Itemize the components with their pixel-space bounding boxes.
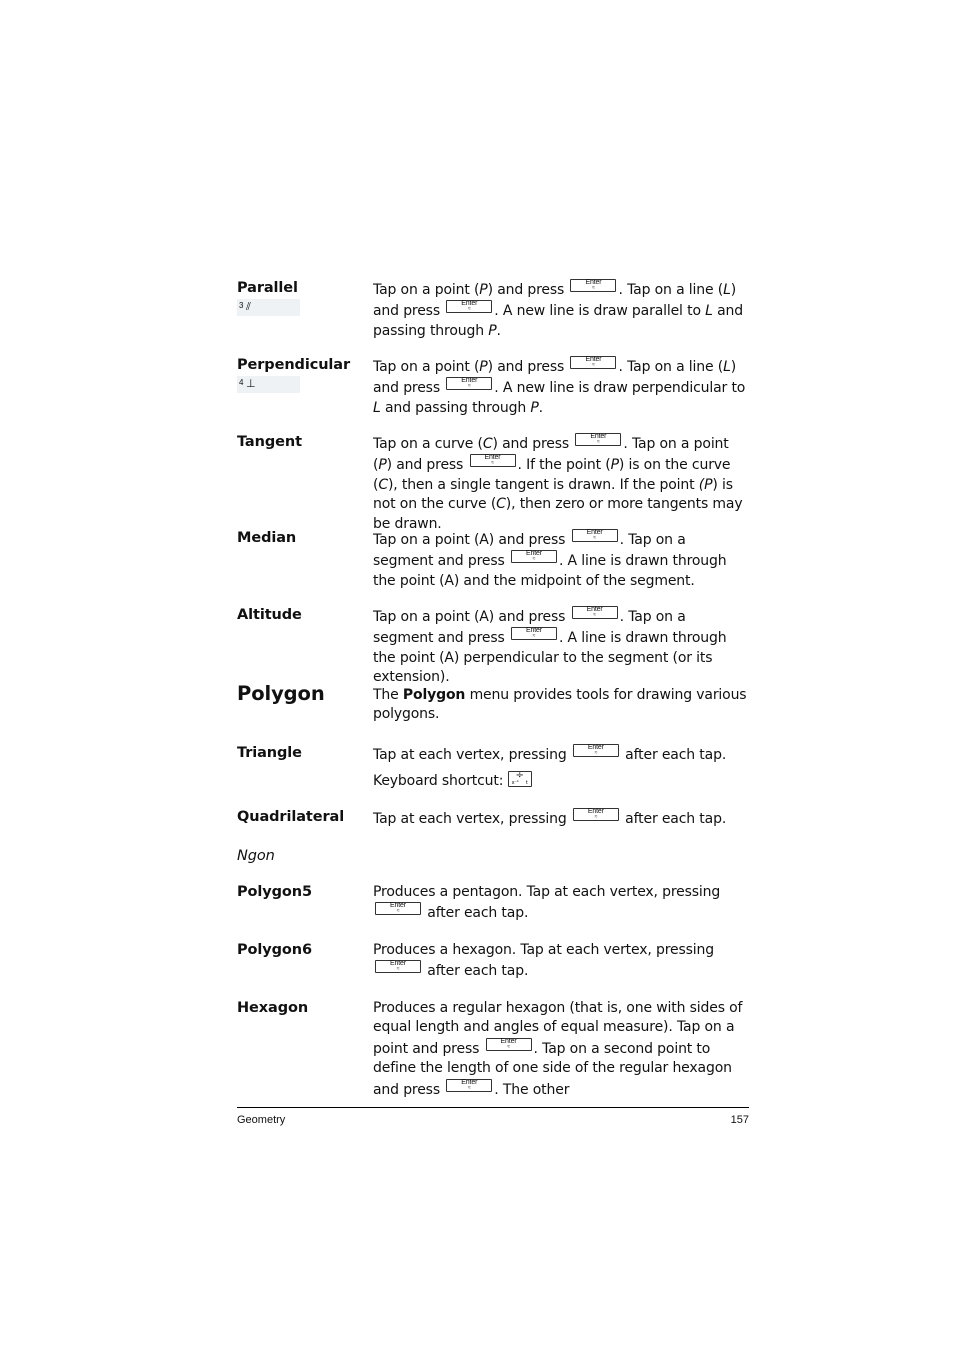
enter-key-icon: Enter ≈ <box>446 1079 492 1092</box>
footer-section-title: Geometry <box>237 1114 286 1126</box>
desc-triangle: Tap at each vertex, pressing Enter ≈ after each tap. Keyboard shortcut: ÷ x⁻¹ t <box>373 744 749 792</box>
enter-key-icon: Enter ≈ <box>570 279 616 292</box>
enter-key-icon: Enter ≈ <box>511 627 557 640</box>
page-number: 157 <box>730 1114 749 1126</box>
desc-perpendicular: Tap on a point (P) and press Enter ≈ . Tap on a line (L) and press Enter ≈ . A new line is draw perpendicular to L and passing through P. <box>373 356 746 416</box>
desc-polygon6: Produces a hexagon. Tap at each vertex, pressing Enter ≈ after each tap. <box>373 942 714 980</box>
term-quadrilateral: Quadrilateral <box>237 809 345 825</box>
menu-number: 3 <box>239 301 244 310</box>
menu-chip-parallel <box>237 299 300 316</box>
enter-key-icon: Enter ≈ <box>573 744 619 757</box>
section-heading-polygon: Polygon <box>237 682 325 705</box>
desc-median: Tap on a point (A) and press Enter ≈ . Tap on a segment and press Enter ≈ . A line is drawn through the point (A) and the midpoint of the segment. <box>373 529 727 589</box>
subheading-ngon: Ngon <box>237 848 275 864</box>
term-triangle: Triangle <box>237 745 302 761</box>
enter-key-icon: Enter ≈ <box>446 377 492 390</box>
desc-quadrilateral: Tap at each vertex, pressing Enter ≈ after each tap. <box>373 808 727 827</box>
parallel-icon: ⫽ <box>246 300 251 313</box>
enter-key-icon: Enter ≈ <box>470 454 516 467</box>
desc-hexagon: Produces a regular hexagon (that is, one with sides of equal length and angles of equal measure). Tap on a point and press Enter ≈ . Tap on a second point to define the length of one side of the regular hexagon and press Enter ≈ . The other <box>373 1000 743 1098</box>
menu-number: 4 <box>239 378 244 387</box>
enter-key-icon: Enter ≈ <box>575 433 621 446</box>
enter-key-icon: Enter ≈ <box>446 300 492 313</box>
term-hexagon: Hexagon <box>237 1000 309 1016</box>
term-parallel: Parallel <box>237 280 298 296</box>
desc-parallel: Tap on a point (P) and press Enter ≈ . Tap on a line (L) and press Enter ≈ . A new line is draw parallel to L and passing through P. <box>373 279 744 339</box>
enter-key-icon: Enter ≈ <box>570 356 616 369</box>
enter-key-icon: Enter ≈ <box>573 808 619 821</box>
term-median: Median <box>237 530 297 546</box>
footer-rule <box>237 1107 749 1108</box>
term-polygon6: Polygon6 <box>237 942 312 958</box>
perpendicular-icon: ⊥ <box>246 377 256 390</box>
enter-key-icon: Enter ≈ <box>375 960 421 973</box>
term-altitude: Altitude <box>237 607 302 623</box>
desc-polygon5: Produces a pentagon. Tap at each vertex, pressing Enter ≈ after each tap. <box>373 884 721 922</box>
term-perpendicular: Perpendicular <box>237 357 351 373</box>
menu-chip-perpendicular <box>237 376 300 393</box>
enter-key-icon: Enter ≈ <box>375 902 421 915</box>
desc-altitude: Tap on a point (A) and press Enter ≈ . Tap on a segment and press Enter ≈ . A line is drawn through the point (A) perpendicular to the segment (or its extension). <box>373 606 727 686</box>
enter-key-icon: Enter ≈ <box>572 529 618 542</box>
term-polygon5: Polygon5 <box>237 884 312 900</box>
enter-key-icon: Enter ≈ <box>486 1038 532 1051</box>
keyboard-shortcut-line: Keyboard shortcut: ÷ x⁻¹ t <box>373 771 749 791</box>
desc-tangent: Tap on a curve (C) and press Enter ≈ . Tap on a point (P) and press Enter ≈ . If the point (P) is on the curve (C), then a single tangent is drawn. If the point (P) is not on the curve (C), then zero or more tangents may be drawn. <box>373 433 743 532</box>
enter-key-icon: Enter ≈ <box>572 606 618 619</box>
divide-key-icon: ÷ x⁻¹ t <box>508 771 532 787</box>
term-tangent: Tangent <box>237 434 302 450</box>
desc-polygon: The Polygon menu provides tools for drawing various polygons. <box>373 687 747 723</box>
enter-key-icon: Enter ≈ <box>511 550 557 563</box>
